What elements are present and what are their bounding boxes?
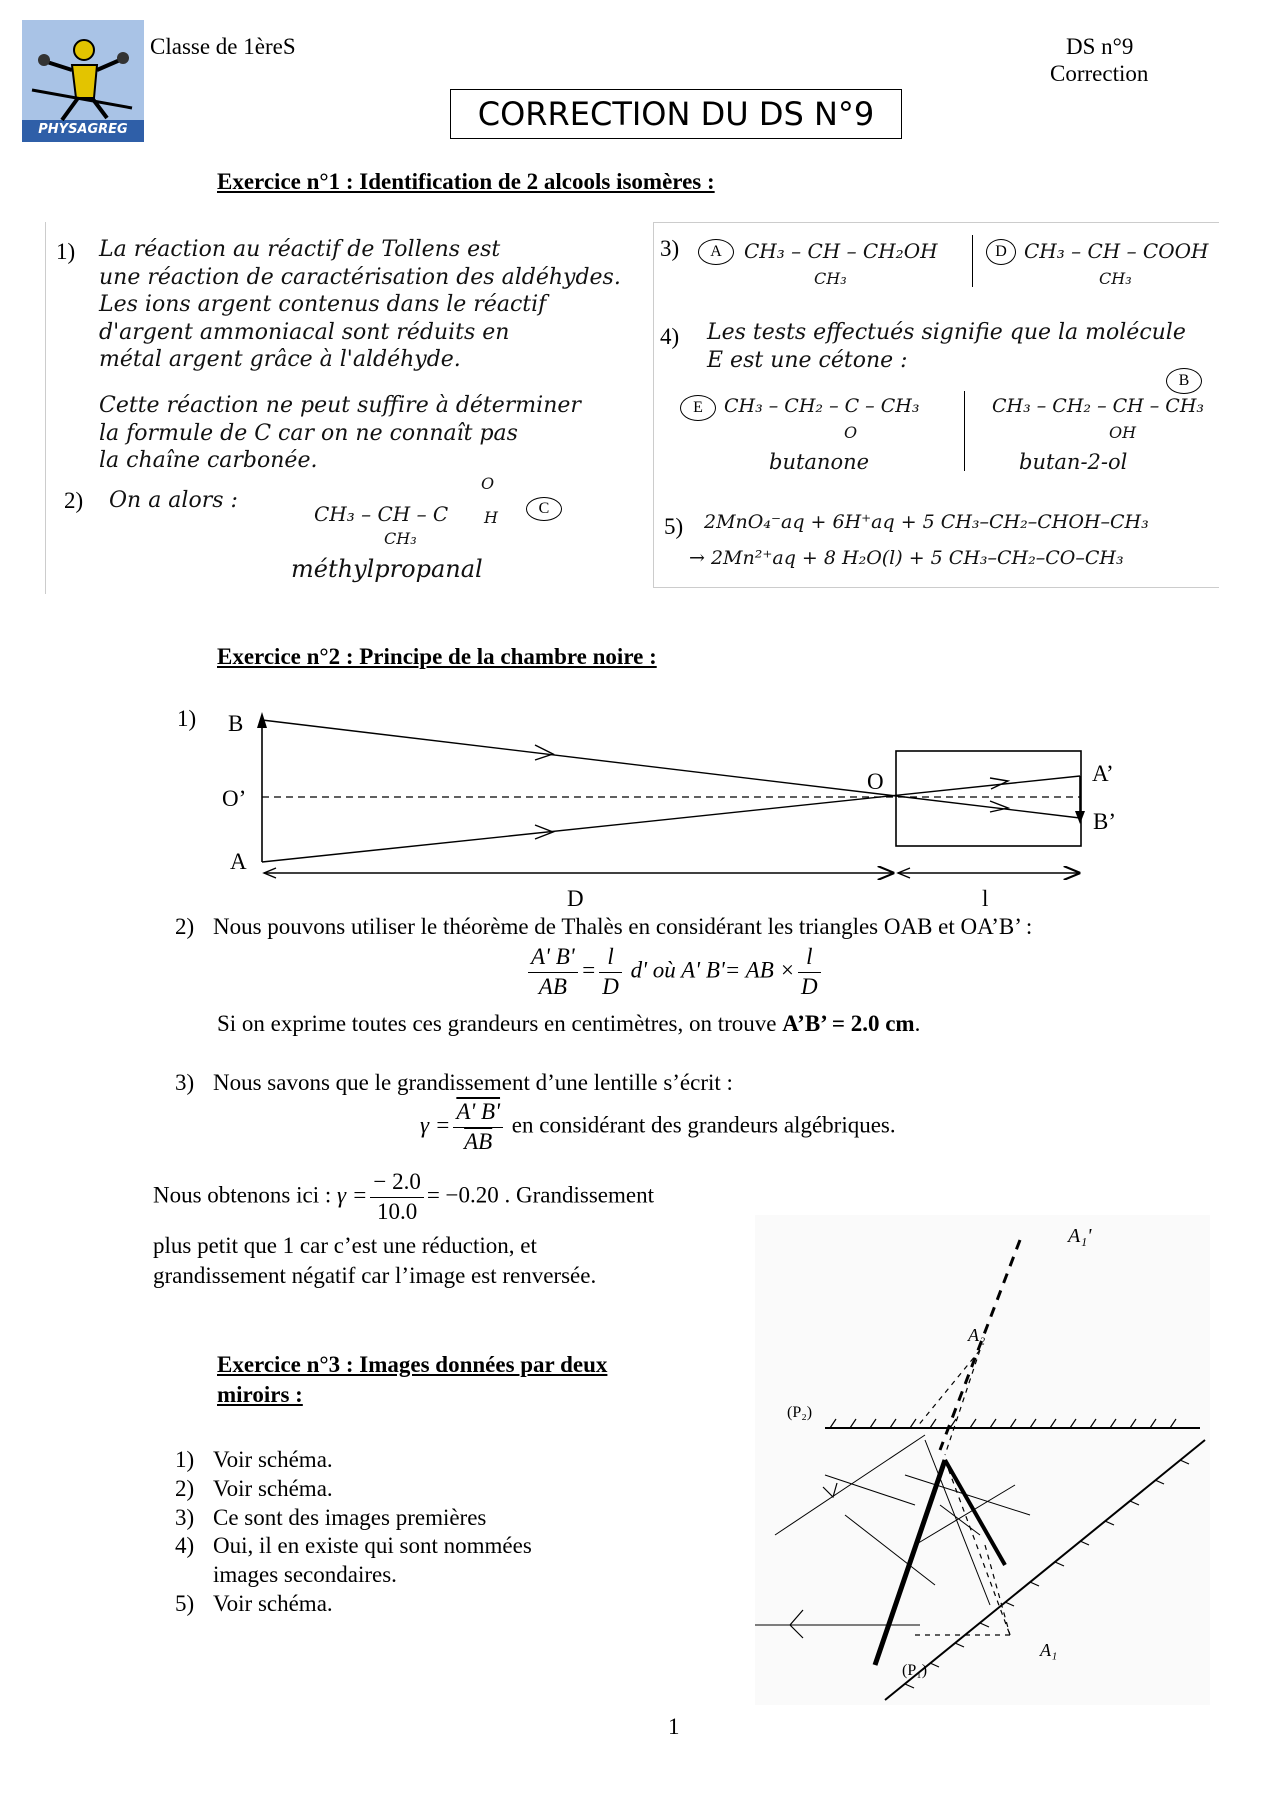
- ex3-title: [217, 1350, 607, 1410]
- gamma-note: en considérant des grandeurs algébriques.: [511, 1112, 896, 1138]
- ex1-q2-name: méthylpropanal: [291, 555, 483, 583]
- ex2-q2-result-suffix: .: [914, 1011, 921, 1036]
- ray-arrow-icon: [990, 801, 1008, 812]
- list-item-number: 1): [175, 1447, 195, 1472]
- list-item-text: Oui, il en existe qui sont nommées images secondaires.: [213, 1533, 532, 1587]
- list-item-text: Ce sont des images premières: [213, 1504, 487, 1530]
- ex1-q5-number: 5): [664, 514, 684, 539]
- ex1-q4-circle-e-label: E: [693, 399, 703, 416]
- ex2-title: Exercice n°2 : Principe de la chambre noire :: [217, 644, 657, 669]
- ex1-q1-line: une réaction de caractérisation des aldéhydes.: [99, 264, 621, 290]
- gamma-equation: [420, 1098, 896, 1157]
- ex1-q2-text: On a alors :: [109, 488, 238, 513]
- ex1-q3-d-sub: CH₃: [1099, 269, 1132, 288]
- list-item-text: Voir schéma.: [213, 1447, 333, 1472]
- ex2-q1-number: 1): [177, 706, 197, 731]
- ex3-title-line-1: Exercice n°3 : Images données par deux: [217, 1352, 608, 1377]
- fig-label-a2: A₂: [968, 1325, 986, 1345]
- ex1-q2-formula-o: O: [481, 474, 495, 493]
- gamma-symbol: γ =: [420, 1112, 451, 1138]
- ex1-q5-eq-line-2: → 2Mn²⁺aq + 8 H₂O(l) + 5 CH₃–CH₂–CO–CH₃: [689, 547, 1124, 569]
- list-item: [175, 1475, 595, 1504]
- ex1-q3-a-formula: CH₃ – CH – CH₂OH: [744, 239, 938, 263]
- label-b: B: [228, 711, 244, 736]
- label-b-prime: B’: [1093, 809, 1116, 834]
- fig-label-a1-prime: A₁': [1068, 1225, 1092, 1247]
- ex1-q1-line: Cette réaction ne peut suffire à déterminer: [99, 393, 581, 418]
- ex2-q2-text: Nous pouvons utiliser le théorème de Thalès en considérant les triangles OAB et OA’B’ :: [213, 914, 1033, 939]
- eq1-mid-den: D: [602, 973, 619, 999]
- fig-label-p1: (P₁): [902, 1662, 928, 1679]
- ex2-obtain-line: [153, 1168, 654, 1227]
- eq1-dou: d' où: [630, 957, 676, 983]
- ex2-obtain-line-3: grandissement négatif car l’image est renversée.: [153, 1263, 597, 1288]
- ex1-q3-circle-a-label: A: [710, 243, 722, 260]
- ex1-q3-circle-d-label: D: [995, 243, 1007, 260]
- eq1-rhs-num: l: [798, 943, 821, 973]
- ray-from-b: [262, 720, 1080, 818]
- list-item: [175, 1504, 595, 1533]
- ex2-q3-text: Nous savons que le grandissement d’une lentille s’écrit :: [213, 1070, 733, 1095]
- ex1-q4-circle-b-label: B: [1178, 372, 1190, 389]
- ex2-q3-number: 3): [175, 1070, 195, 1095]
- list-item: [175, 1532, 595, 1590]
- page-title: CORRECTION DU DS N°9: [450, 89, 902, 139]
- ex1-q4-e-o: O: [844, 423, 858, 442]
- ex1-q1-line: la formule de C car on ne connaît pas: [99, 420, 518, 446]
- label-o-prime: O’: [222, 786, 247, 811]
- obtain-prefix: Nous obtenons ici :: [153, 1182, 332, 1208]
- obtain-result: = −0.20 . Grandissement: [426, 1182, 654, 1208]
- label-o: O: [867, 769, 884, 794]
- obtain-gamma: γ =: [337, 1182, 368, 1208]
- eq1-mid-fraction: [599, 943, 622, 1002]
- logo-text: PHYSAGREG: [38, 122, 128, 137]
- ex1-q1-number: 1): [56, 239, 76, 264]
- ds-label: DS n°9: [1066, 34, 1134, 59]
- ex1-q2-circle-c-label: C: [538, 500, 550, 517]
- ex2-q2-number: 2): [175, 914, 195, 939]
- gamma-fraction: [453, 1098, 503, 1157]
- eq1-rhs: A' B'= AB ×: [681, 957, 796, 983]
- ex1-q4-b-name: butan-2-ol: [1019, 450, 1128, 474]
- ex1-q1-line: métal argent grâce à l'aldéhyde.: [99, 347, 461, 372]
- ex1-q4-e-name: butanone: [769, 450, 870, 474]
- list-item-text: Voir schéma.: [213, 1590, 333, 1616]
- ex1-q3-a-sub: CH₃: [814, 269, 847, 288]
- camera-box: [896, 751, 1081, 846]
- ex2-q2-result-prefix: Si on exprime toutes ces grandeurs en centimètres, on trouve: [217, 1011, 783, 1036]
- list-item-number: 3): [175, 1504, 195, 1530]
- list-item-text: Voir schéma.: [213, 1475, 333, 1501]
- thales-equation: $\frac{A' B'}{AB}$ = $\frac{l}{D}$ d' où A' B'= AB × $\frac{l}{D}$: [525, 943, 824, 1002]
- gamma-den: AB: [464, 1128, 493, 1154]
- ex1-q4-line: Les tests effectués signifie que la molécule: [707, 320, 1186, 345]
- ex2-q2-result: [217, 1010, 920, 1039]
- list-item: [175, 1590, 595, 1619]
- ex2-obtain-line-2: plus petit que 1 car c’est une réduction, et: [153, 1233, 537, 1258]
- ex1-q4-line: E est une cétone :: [707, 347, 908, 373]
- ex1-q2-number: 2): [64, 488, 84, 513]
- fig-label-p2: (P₂): [787, 1404, 813, 1421]
- ex1-q3-d-formula: CH₃ – CH – COOH: [1024, 239, 1209, 263]
- fig-label-a1: A₁: [1040, 1640, 1058, 1660]
- ex1-q2-formula: CH₃ – CH – C: [314, 502, 449, 526]
- ex1-q1-line: La réaction au réactif de Tollens est: [99, 237, 501, 262]
- ex3-answer-list: [175, 1446, 595, 1619]
- ex1-q4-number: 4): [660, 324, 680, 349]
- eq1-mid-num: l: [599, 943, 622, 973]
- eq1-rhs-fraction: [798, 943, 821, 1002]
- ex1-q1-line: Les ions argent contenus dans le réactif: [99, 292, 547, 317]
- label-d: D: [567, 886, 584, 911]
- list-item: [175, 1446, 595, 1475]
- ds-sub-label: Correction: [1050, 61, 1149, 86]
- ex1-q2-formula-h: H: [484, 508, 498, 527]
- ex1-q4-b-formula: CH₃ – CH₂ – CH – CH₃: [992, 395, 1205, 417]
- ex1-q2-formula-sub: CH₃: [384, 529, 417, 548]
- ex1-q5-eq-line-1: 2MnO₄⁻aq + 6H⁺aq + 5 CH₃–CH₂–CHOH–CH₃: [704, 511, 1149, 533]
- ray-from-a: [262, 776, 1080, 862]
- obtain-fraction: [370, 1168, 423, 1227]
- ex3-title-line-2: miroirs :: [217, 1381, 303, 1407]
- ex1-q1-line: d'argent ammoniacal sont réduits en: [99, 319, 510, 345]
- class-label: Classe de 1èreS: [150, 34, 296, 59]
- label-l: l: [982, 886, 989, 911]
- ex1-q4-e-formula: CH₃ – CH₂ – C – CH₃: [724, 395, 920, 417]
- ex1-q1-line: la chaîne carbonée.: [99, 448, 318, 473]
- label-a: A: [230, 849, 247, 874]
- ex1-q4-b-oh: OH: [1109, 423, 1137, 442]
- obtain-den: 10.0: [376, 1198, 418, 1224]
- ex1-title: Exercice n°1 : Identification de 2 alcools isomères :: [217, 169, 715, 194]
- ex1-q3-number: 3): [660, 236, 680, 261]
- page-number: 1: [668, 1714, 680, 1739]
- eq1-rhs-den: D: [801, 973, 818, 999]
- mirrors-diagram: [755, 1215, 1210, 1705]
- list-item-number: 2): [175, 1475, 195, 1501]
- eq1-lhs-fraction: [528, 943, 578, 1002]
- label-a-prime: A’: [1092, 761, 1114, 786]
- eq1-lhs-num: A' B': [528, 943, 578, 973]
- ex2-q2-result-value: A’B’ = 2.0 cm: [782, 1011, 915, 1036]
- list-item-number: 5): [175, 1590, 195, 1616]
- obtain-num: − 2.0: [370, 1168, 423, 1198]
- eq1-lhs-den: AB: [538, 973, 567, 999]
- gamma-num: A' B': [453, 1098, 503, 1128]
- list-item-number: 4): [175, 1533, 195, 1559]
